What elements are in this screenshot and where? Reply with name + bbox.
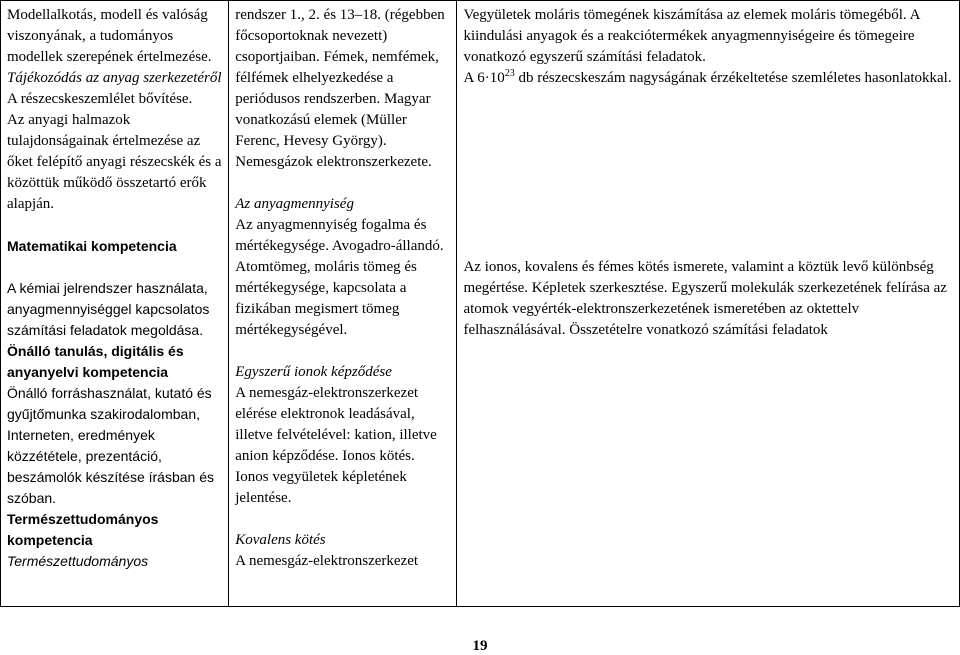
- competency-heading: Természettudományos kompetencia: [7, 511, 159, 548]
- paragraph: Az anyagi halmazok tulajdonságainak értelmezése az őket felépítő anyagi részecskék és a közöttük működő összetartó erők alapján.: [7, 112, 222, 212]
- topic-heading: Kovalens kötés: [235, 532, 326, 548]
- subheading: Tájékozódás az anyag szerkezetéről: [7, 70, 222, 86]
- spacer: [235, 341, 450, 362]
- spacer: [7, 257, 222, 278]
- paragraph: Az ionos, kovalens és fémes kötés ismerete, valamint a köztük levő különbség megértése. Képletek szerkesztése. Egyszerű molekulák szerkezetének felírása az atomok vegyérték-elektronszerkezetének ismeretében az oktettelv felhasználásával. Összetételre vonatkozó számítási feladatok: [463, 259, 947, 338]
- paragraph: Modellalkotás, modell és valóság viszonyának, a tudományos modellek szerepének értelmezése.: [7, 7, 212, 65]
- text-run: db részecskeszám nagyságának érzékeltetése szemléletes hasonlatokkal.: [514, 70, 952, 86]
- page-number: 19: [472, 638, 488, 654]
- content-cell: [229, 1, 457, 607]
- spacer: [7, 215, 222, 236]
- competency-cell: [1, 1, 229, 607]
- paragraph: A részecskeszemlélet bővítése.: [7, 91, 193, 107]
- spacer: [235, 173, 450, 194]
- paragraph: A kémiai jelrendszer használata, anyagmennyiséggel kapcsolatos számítási feladatok megoldása.: [7, 280, 210, 338]
- spacer: [235, 509, 450, 530]
- competency-heading: Matematikai kompetencia: [7, 238, 177, 254]
- text-run: A 6·10: [463, 70, 505, 86]
- paragraph: [463, 68, 953, 89]
- paragraph: Vegyületek moláris tömegének kiszámítása az elemek moláris tömegéből. A kiindulási anyagok és a reakciótermékek anyagmennyiségeire és tömegeire vonatkozó egyszerű számítási feladatok.: [463, 7, 920, 65]
- paragraph: A nemesgáz-elektronszerkezet elérése elektronok leadásával, illetve felvételével: kation, illetve anion képződése. Ionos kötés. Ionos vegyületek képletének jelentése.: [235, 385, 437, 506]
- paragraph: Az anyagmennyiség fogalma és mértékegysége. Avogadro-állandó. Atomtömeg, moláris tömeg és mértékegysége, kapcsolata a fizikában megismert tömeg mértékegységével.: [235, 217, 444, 338]
- topic-heading: Egyszerű ionok képződése: [235, 364, 392, 380]
- paragraph: A nemesgáz-elektronszerkezet: [235, 553, 419, 569]
- exponent: 23: [504, 68, 515, 79]
- subheading: Természettudományos: [7, 553, 149, 569]
- spacer: [463, 89, 953, 257]
- paragraph: rendszer 1., 2. és 13–18. (régebben főcsoportoknak nevezett) csoportjaiban. Fémek, nemfémek, félfémek elhelyezkedése a periódusos rendszerben. Magyar vonatkozású elemek (Müller Ferenc, Hevesy György). Nemesgázok elektronszerkezete.: [235, 7, 445, 170]
- paragraph: Önálló forráshasználat, kutató és gyűjtőmunka szakirodalomban, Interneten, eredmények közzététele, prezentáció, beszámolók készítése írásban és szóban.: [7, 385, 214, 506]
- topic-heading: Az anyagmennyiség: [235, 196, 354, 212]
- competency-heading: Önálló tanulás, digitális és anyanyelvi kompetencia: [7, 343, 184, 380]
- table-row: [1, 1, 960, 607]
- activities-cell: [457, 1, 960, 607]
